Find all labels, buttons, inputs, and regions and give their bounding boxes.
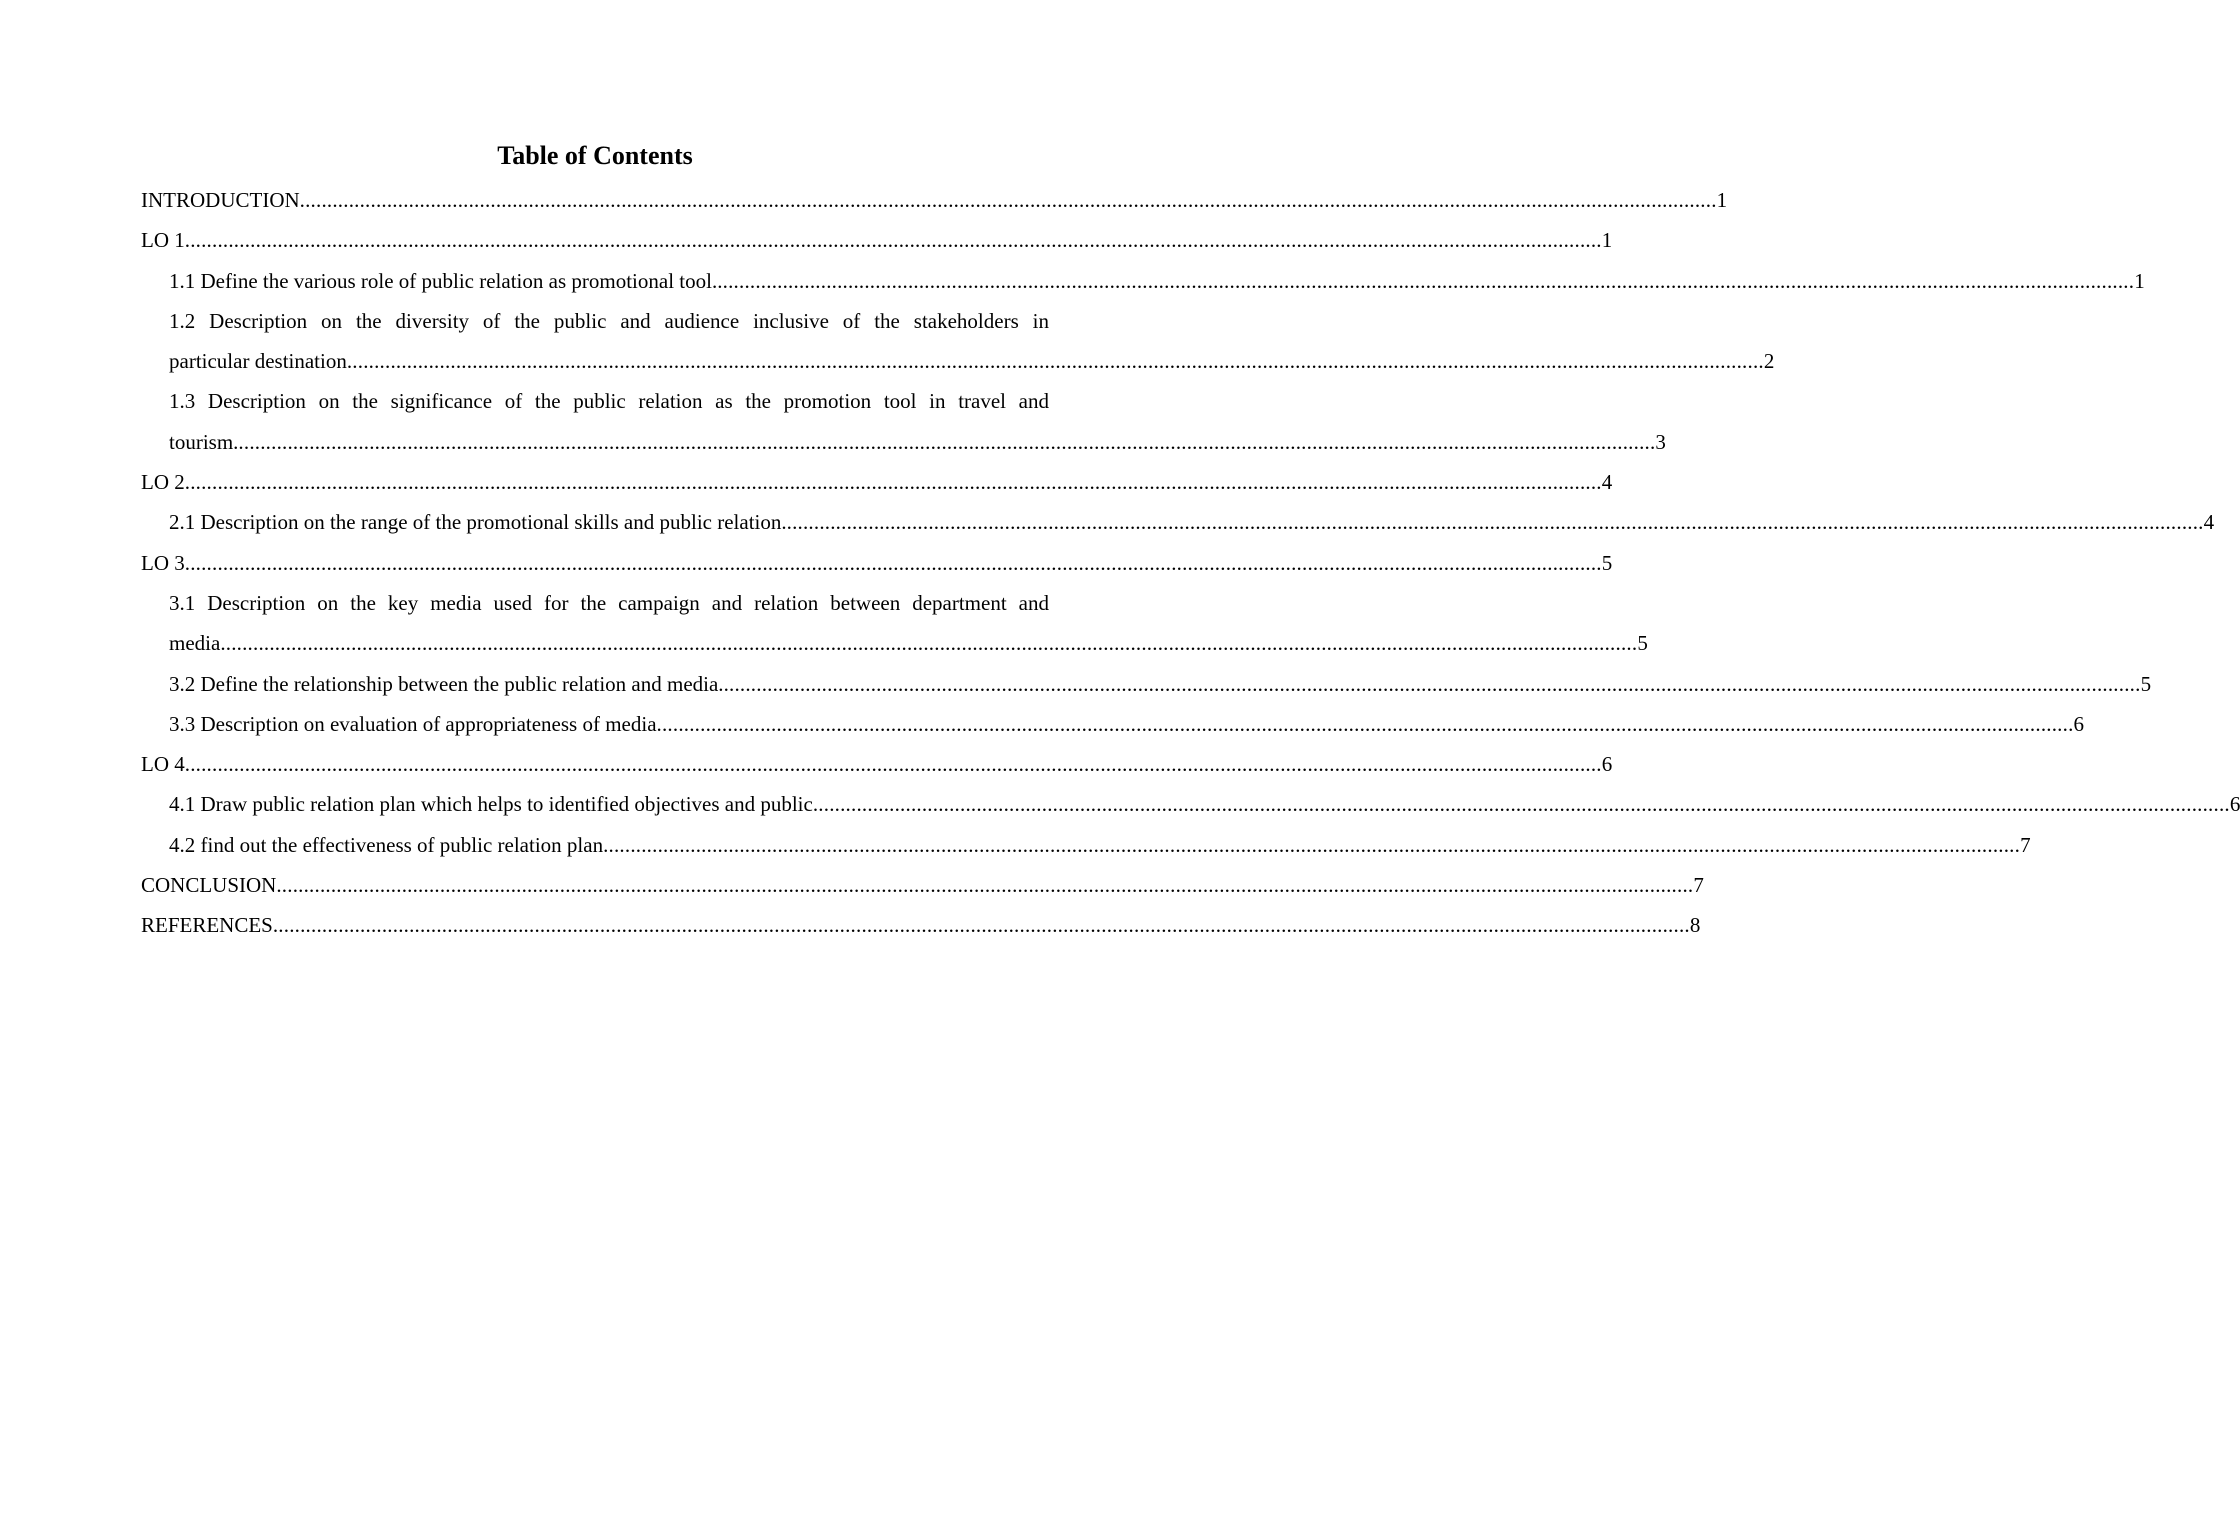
dot-leader: [185, 220, 1602, 260]
dot-leader: [603, 825, 2020, 865]
toc-entry-label: LO 1: [141, 228, 185, 253]
toc-page-number: 4: [2203, 510, 2215, 535]
dot-leader: [717, 261, 2134, 301]
toc-page-number: 7: [2020, 832, 2031, 857]
dot-leader: [813, 784, 2230, 824]
toc-page-number: 5: [1601, 550, 1613, 575]
toc-entry-3-1[interactable]: [141, 583, 1648, 664]
dot-leader: [300, 180, 1717, 220]
toc-entry-label: 4.1 Draw public relation plan which helps to identified objectives and public: [169, 792, 813, 817]
toc-entry-label: LO 3: [141, 550, 185, 575]
toc-entry-lo1[interactable]: [141, 220, 1613, 260]
toc-page-number: 3: [1655, 429, 1666, 454]
toc-page-number: 1: [1601, 228, 1613, 253]
toc-entry-label: LO 2: [141, 470, 185, 495]
toc-entry-label: CONCLUSION: [141, 873, 277, 898]
toc-entry-label: LO 4: [141, 752, 185, 777]
toc-entry-label-line-1: 1.3 Description on the significance of the public relation as the promotion tool in travel and: [169, 389, 1049, 414]
toc-entry-introduction[interactable]: [141, 180, 1728, 220]
dot-leader: [185, 744, 1602, 784]
toc-entry-3-2[interactable]: [141, 664, 2152, 704]
toc-entry-conclusion[interactable]: [141, 865, 1704, 905]
toc-page-number: 4: [1601, 470, 1613, 495]
dot-leader: [787, 502, 2204, 542]
toc-entry-lo2[interactable]: [141, 462, 1613, 502]
toc-entry-references[interactable]: [141, 905, 1701, 945]
toc-entry-4-2[interactable]: [141, 825, 2031, 865]
toc-entry-label: tourism.: [169, 429, 239, 454]
toc-page-number: 5: [2140, 671, 2152, 696]
toc-entry-4-1[interactable]: [141, 784, 2240, 824]
toc-entry-3-3[interactable]: [141, 704, 2085, 744]
toc-entry-lo3[interactable]: [141, 543, 1613, 583]
dot-leader: [724, 664, 2141, 704]
toc-page-number: 2: [1763, 349, 1775, 374]
toc-page-number: 6: [1601, 752, 1613, 777]
toc-entry-label-line-1: 1.2 Description on the diversity of the public and audience inclusive of the stakeholders in: [169, 308, 1049, 333]
toc-entry-1-1[interactable]: [141, 261, 2145, 301]
toc-entry-label: 3.3 Description on evaluation of appropriateness of media: [169, 711, 657, 736]
toc-entry-label: 3.2 Define the relationship between the public relation and media.: [169, 671, 724, 696]
dot-leader: [220, 623, 1637, 663]
toc-entry-label: 2.1 Description on the range of the promotional skills and public relation.: [169, 510, 787, 535]
toc-page-number: 7: [1693, 873, 1704, 898]
dot-leader: [347, 341, 1764, 381]
toc-entry-label: REFERENCES: [141, 913, 273, 938]
toc-entry-1-3[interactable]: [141, 381, 1666, 462]
dot-leader: [273, 905, 1690, 945]
toc-page-number: 1: [2134, 268, 2145, 293]
dot-leader: [238, 422, 1655, 462]
dot-leader: [276, 865, 1693, 905]
toc-entry-label: media: [169, 631, 221, 656]
toc-entry-2-1[interactable]: [141, 502, 2215, 542]
toc-list: [141, 180, 2240, 946]
toc-page-number: 5: [1637, 631, 1648, 656]
toc-entry-label: 1.1 Define the various role of public relation as promotional tool.: [169, 268, 718, 293]
toc-page-number: 8: [1689, 913, 1701, 938]
toc-entry-1-2[interactable]: [141, 301, 1775, 382]
toc-page-number: 1: [1716, 188, 1728, 212]
toc-entry-lo4[interactable]: [141, 744, 1613, 784]
toc-title: Table of Contents: [497, 141, 693, 170]
toc-entry-label-line-1: 3.1 Description on the key media used for the campaign and relation between department and: [169, 590, 1049, 615]
toc-entry-label: particular destination: [169, 349, 347, 374]
toc-page-number: 6: [2229, 792, 2240, 817]
dot-leader: [185, 543, 1602, 583]
toc-entry-label: 4.2 find out the effectiveness of public relation plan: [169, 832, 604, 857]
toc-page-number: 6: [2073, 711, 2085, 736]
toc-entry-label: INTRODUCTION: [141, 188, 300, 212]
dot-leader: [657, 704, 2074, 744]
dot-leader: [185, 462, 1602, 502]
